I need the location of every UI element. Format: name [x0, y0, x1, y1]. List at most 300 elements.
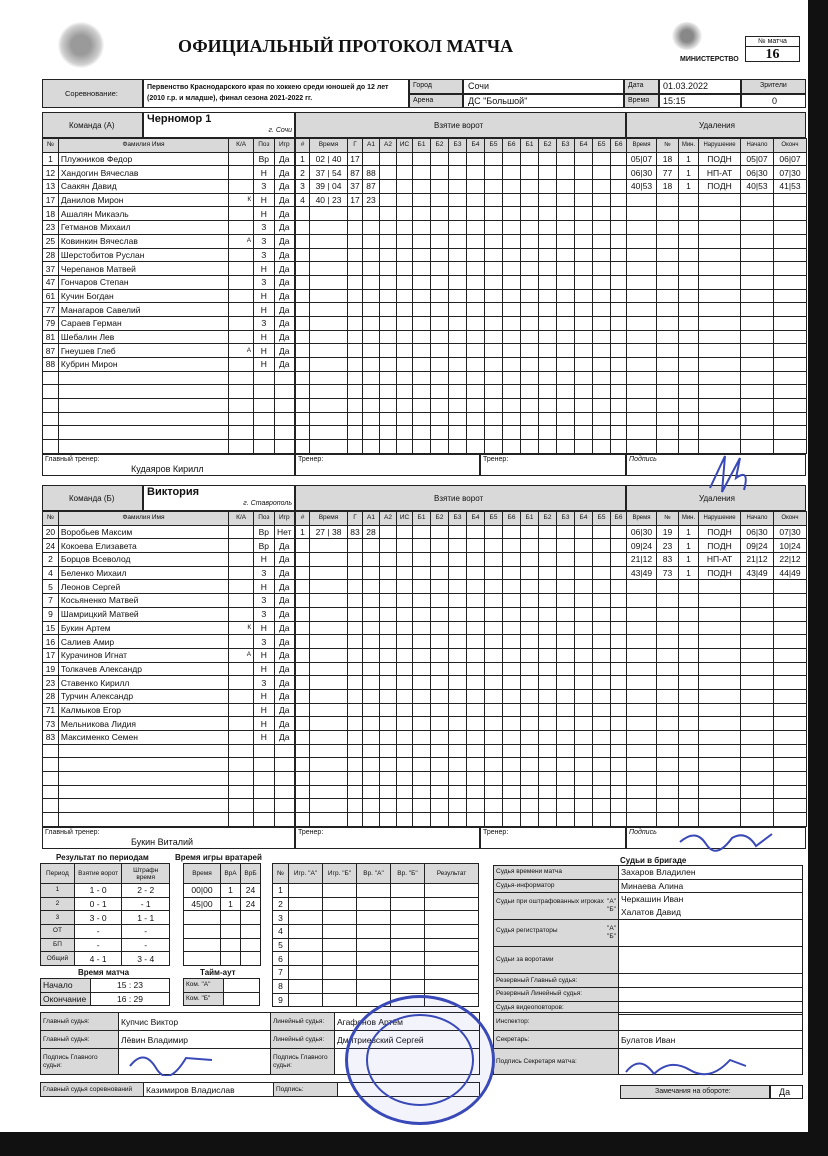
pen-time: 05|07 [627, 152, 657, 166]
goal-row [296, 621, 627, 635]
player-cell: 16 [43, 635, 59, 649]
player-cell-empty [254, 772, 274, 786]
player-row [43, 566, 295, 580]
player-cell: Шамрицкий Матвей [58, 607, 228, 621]
player-row [43, 330, 295, 344]
player-cell: Да [274, 539, 294, 553]
penalty-row [627, 758, 807, 772]
penalty-row [627, 275, 807, 289]
player-cell: Да [274, 731, 294, 745]
pen-violation: ПОДН [699, 566, 741, 580]
coach-a-signature [700, 448, 760, 498]
player-cell: Да [274, 152, 294, 166]
chief-sign-label: Подпись: [274, 1083, 338, 1097]
penalty-row [627, 344, 807, 358]
period-cell: 1 [41, 884, 75, 898]
player-cell: 17 [43, 193, 59, 207]
player-cell [229, 566, 254, 580]
player-cell [229, 717, 254, 731]
player-cell: 88 [43, 358, 59, 372]
player-cell: З [254, 275, 274, 289]
player-cell: Максименко Семен [58, 731, 228, 745]
timeout-title: Тайм-аут [200, 968, 236, 977]
penalty-row [627, 621, 807, 635]
goal-col-header: Б1 [413, 139, 431, 153]
penalty-row [627, 289, 807, 303]
secretary-name: Булатов Иван [619, 1031, 803, 1049]
player-cell: Черепанов Матвей [58, 262, 228, 276]
player-cell: Н [254, 662, 274, 676]
goal-assist-1: 23 [363, 193, 380, 207]
team-a-penalties-header: Удаления [699, 121, 735, 130]
pen-col-header: Нарушение [699, 512, 741, 526]
player-cell-empty [254, 426, 274, 440]
player-row [43, 799, 295, 813]
period-cell: - 1 [122, 897, 170, 911]
player-cell: 28 [43, 689, 59, 703]
player-cell: З [254, 594, 274, 608]
player-row [43, 275, 295, 289]
player-cell: Да [274, 275, 294, 289]
timekeeper-label: Судья времени матча [494, 866, 619, 880]
pen-player: 19 [657, 525, 679, 539]
player-row [43, 621, 295, 635]
goalie-row [184, 884, 261, 898]
player-cell: А [229, 648, 254, 662]
player-cell: Да [274, 193, 294, 207]
penalty-row [627, 717, 807, 731]
main-sign-2-label: Подпись Главного судьи: [271, 1049, 335, 1075]
shootout-num: 4 [273, 925, 289, 939]
player-cell-empty [43, 813, 59, 827]
goal-assist-2 [380, 180, 397, 194]
player-cell: Да [274, 289, 294, 303]
remarks-value: Да [779, 1087, 791, 1097]
player-cell-empty [58, 440, 228, 454]
player-cell: Гетманов Михаил [58, 221, 228, 235]
player-col-header: Поз [254, 512, 274, 526]
informer-name: Минаева Алина [619, 879, 803, 893]
player-row [43, 717, 295, 731]
player-row [43, 785, 295, 799]
goal-col-header: Б4 [467, 139, 485, 153]
goalie-time: 00|00 [184, 884, 221, 898]
pen-player: 18 [657, 180, 679, 194]
player-cell [229, 689, 254, 703]
penalty-judge-b: Халатов Давид [621, 907, 682, 918]
player-cell [229, 553, 254, 567]
player-cell: Да [274, 594, 294, 608]
pen-col-header: № [657, 139, 679, 153]
main-sign-label: Подпись Главного судьи: [41, 1049, 119, 1075]
main-referee-1: Купчис Виктор [119, 1013, 271, 1031]
player-row [43, 385, 295, 399]
date-label: Дата [628, 82, 644, 89]
pen-player: 23 [657, 539, 679, 553]
scan-edge-bottom [0, 1132, 828, 1156]
player-cell-empty [58, 799, 228, 813]
goal-col-header: # [296, 512, 310, 526]
goal-row [296, 539, 627, 553]
shootout-col-header: Результат [425, 864, 479, 884]
player-cell-empty [274, 813, 294, 827]
remarks-box [620, 1085, 770, 1099]
line-referee-1: Агафонов Артём [335, 1013, 480, 1031]
team-b-name: Виктория [147, 486, 200, 498]
player-cell: Н [254, 689, 274, 703]
player-cell: Да [274, 344, 294, 358]
pen-col-header: Оконч [774, 139, 807, 153]
pen-col-header: Мин. [679, 512, 699, 526]
match-number-box [745, 36, 800, 62]
player-cell: Манагаров Савелий [58, 303, 228, 317]
player-cell-empty [229, 772, 254, 786]
player-row [43, 676, 295, 690]
period-col-header: Штрафн время [122, 864, 170, 884]
player-row [43, 344, 295, 358]
team-a-trainer-label: Тренер: [298, 456, 324, 464]
player-cell: 18 [43, 207, 59, 221]
goal-col-header: Б6 [503, 512, 521, 526]
goal-row [296, 180, 627, 194]
pen-violation: НП-АТ [699, 166, 741, 180]
goal-col-header: Б2 [539, 139, 557, 153]
goal-time: 02 | 40 [310, 152, 348, 166]
goal-col-header: Б4 [575, 512, 593, 526]
team-a-name: Черномор 1 [147, 113, 212, 125]
goal-col-header: Б6 [611, 512, 627, 526]
player-cell-empty [274, 371, 294, 385]
goal-row [296, 358, 627, 372]
goal-row [296, 385, 627, 399]
penalty-row [627, 412, 807, 426]
goal-row [296, 207, 627, 221]
player-row [43, 772, 295, 786]
pen-minutes: 1 [679, 553, 699, 567]
line-referee-2-label: Линейный судья: [271, 1031, 335, 1049]
pen-time: 43|49 [627, 566, 657, 580]
penalty-row [627, 772, 807, 786]
player-cell [229, 248, 254, 262]
player-cell [229, 330, 254, 344]
penalty-row [627, 385, 807, 399]
match-number: 16 [765, 47, 780, 62]
player-row [43, 539, 295, 553]
shootout-table [272, 863, 479, 1007]
time-label: Время [628, 97, 650, 104]
player-cell: Да [274, 566, 294, 580]
ministry-logo [672, 22, 702, 50]
goal-row [296, 553, 627, 567]
player-cell: К [229, 193, 254, 207]
player-cell: Да [274, 330, 294, 344]
player-cell-empty [274, 412, 294, 426]
player-cell: З [254, 607, 274, 621]
player-cell-empty [43, 440, 59, 454]
competition-label: Соревнование: [65, 89, 118, 98]
shootout-num: 9 [273, 993, 289, 1007]
goal-col-header: Б5 [593, 139, 611, 153]
goal-row [296, 772, 627, 786]
player-cell: Да [274, 717, 294, 731]
period-cell: - [122, 938, 170, 952]
goal-col-header: А2 [380, 139, 397, 153]
player-cell: Н [254, 193, 274, 207]
team-a-goals-header: Взятие ворот [434, 121, 484, 130]
goal-col-header: Время [310, 139, 348, 153]
goal-row [296, 662, 627, 676]
pen-time: 09|24 [627, 539, 657, 553]
player-row [43, 234, 295, 248]
penalty-row [627, 607, 807, 621]
player-cell [229, 662, 254, 676]
goal-col-header: Б4 [467, 512, 485, 526]
player-cell-empty [229, 412, 254, 426]
goalie-b: 24 [241, 897, 261, 911]
player-cell: Воробьев Максим [58, 525, 228, 539]
penalty-row [627, 234, 807, 248]
goal-row [296, 580, 627, 594]
player-cell: 81 [43, 330, 59, 344]
penalty-row [627, 358, 807, 372]
player-cell-empty [229, 758, 254, 772]
player-cell: Н [254, 580, 274, 594]
pen-violation: ПОДН [699, 152, 741, 166]
match-number-label: № матча [746, 37, 799, 47]
penalty-row [627, 426, 807, 440]
period-row [41, 952, 170, 966]
player-cell: 15 [43, 621, 59, 635]
penalty-row [627, 566, 807, 580]
player-cell-empty [254, 399, 274, 413]
end-label: Окончание [41, 992, 91, 1006]
penalty-judges-label: Судьи при оштрафованных игроках "А" "Б" [494, 893, 619, 920]
goal-col-header: Б1 [413, 512, 431, 526]
player-cell: Да [274, 221, 294, 235]
player-cell-empty [274, 758, 294, 772]
goal-row [296, 262, 627, 276]
player-row [43, 221, 295, 235]
shootout-col-header: Игр. "Б" [323, 864, 357, 884]
pen-col-header: Время [627, 139, 657, 153]
penalty-row [627, 648, 807, 662]
team-b-trainer-label: Тренер: [298, 829, 324, 837]
player-cell-empty [229, 785, 254, 799]
player-cell-empty [274, 426, 294, 440]
player-cell [229, 676, 254, 690]
player-cell-empty [58, 785, 228, 799]
informer-label: Судья-информатор [494, 879, 619, 893]
goal-assist-1: 88 [363, 166, 380, 180]
goalie-time-title: Время игры вратарей [175, 853, 262, 862]
player-cell [229, 580, 254, 594]
player-cell-empty [43, 744, 59, 758]
goal-row [296, 676, 627, 690]
goal-assist-2 [380, 525, 397, 539]
arena-label: Арена [413, 97, 434, 104]
timeout-table [183, 978, 260, 1006]
goal-time: 39 | 04 [310, 180, 348, 194]
player-cell-empty [43, 399, 59, 413]
main-referee-2-label: Главный судья: [41, 1031, 119, 1049]
team-a-players-table [42, 138, 295, 454]
player-cell-empty [254, 813, 274, 827]
period-col-header: Период [41, 864, 75, 884]
player-row [43, 813, 295, 827]
team-a-penalties-table [626, 138, 807, 454]
player-row [43, 662, 295, 676]
period-cell: 2 - 2 [122, 884, 170, 898]
player-cell-empty [58, 772, 228, 786]
player-cell [229, 703, 254, 717]
goalie-time-table [183, 863, 261, 966]
player-cell: Саакян Давид [58, 180, 228, 194]
pen-start: 05|07 [741, 152, 774, 166]
penalty-row [627, 221, 807, 235]
pen-start: 40|53 [741, 180, 774, 194]
player-cell: Н [254, 731, 274, 745]
team-a-trainer2-label: Тренер: [483, 456, 509, 464]
goal-num: 4 [296, 193, 310, 207]
competition-name: Первенство Краснодарского края по хоккею среди юношей до 12 лет (2010 г.р. и младше), финал сезона 2021-2022 гг. [147, 84, 389, 102]
player-row [43, 594, 295, 608]
team-b-sign-label: Подпись [629, 829, 657, 837]
period-cell: 4 - 1 [74, 952, 122, 966]
goal-col-header: А1 [363, 512, 380, 526]
team-b-coach: Букин Виталий [131, 837, 194, 848]
goalie-row [184, 925, 261, 939]
player-cell: З [254, 248, 274, 262]
goal-col-header: Г [348, 139, 363, 153]
goal-col-header: Б3 [449, 512, 467, 526]
pen-violation: ПОДН [699, 525, 741, 539]
player-cell: Да [274, 703, 294, 717]
penalty-row [627, 580, 807, 594]
player-row [43, 525, 295, 539]
player-cell-empty [43, 758, 59, 772]
player-cell-empty [274, 785, 294, 799]
player-cell: Да [274, 553, 294, 567]
goalie-b: 24 [241, 884, 261, 898]
end-time: 16 : 29 [91, 992, 170, 1006]
shootout-num: 6 [273, 952, 289, 966]
penalty-row [627, 399, 807, 413]
player-row [43, 553, 295, 567]
pen-end: 07|30 [774, 525, 807, 539]
penalty-judge-a: Черкашин Иван [621, 894, 684, 905]
period-cell: - [74, 938, 122, 952]
pen-col-header: Оконч [774, 512, 807, 526]
goal-col-header: # [296, 139, 310, 153]
player-cell-empty [58, 426, 228, 440]
goal-row [296, 221, 627, 235]
penalty-row [627, 731, 807, 745]
player-cell-empty [58, 371, 228, 385]
penalty-row [627, 689, 807, 703]
shootout-num: 5 [273, 938, 289, 952]
timeout-a-label: Ком. "А" [184, 979, 224, 993]
player-cell: Хандогин Вячеслав [58, 166, 228, 180]
date-value: 01.03.2022 [663, 81, 709, 91]
goal-col-header: ИС [397, 139, 413, 153]
player-cell: Н [254, 703, 274, 717]
player-cell-empty [274, 744, 294, 758]
video-judge-label: Судья видеоповторов: [494, 1001, 619, 1015]
player-cell: Ковинкин Вячеслав [58, 234, 228, 248]
match-time-title: Время матча [78, 968, 130, 977]
team-b-goals-header: Взятие ворот [434, 494, 484, 503]
team-a-sign-label: Подпись [629, 456, 657, 464]
player-cell [229, 635, 254, 649]
goal-col-header: Б4 [575, 139, 593, 153]
player-cell: Н [254, 648, 274, 662]
remarks-value-box [770, 1085, 803, 1099]
officials-table [493, 865, 803, 1015]
player-cell [229, 221, 254, 235]
goal-assist-1: 87 [363, 180, 380, 194]
pen-col-header: № [657, 512, 679, 526]
player-cell [229, 539, 254, 553]
player-cell: Н [254, 330, 274, 344]
player-cell-empty [274, 385, 294, 399]
player-row [43, 412, 295, 426]
player-row [43, 635, 295, 649]
player-cell: 20 [43, 525, 59, 539]
official-stamp [345, 995, 495, 1125]
player-cell: 19 [43, 662, 59, 676]
period-cell: 2 [41, 897, 75, 911]
player-cell-empty [43, 426, 59, 440]
player-cell: З [254, 566, 274, 580]
player-cell: Салиев Амир [58, 635, 228, 649]
goal-row [296, 399, 627, 413]
player-cell: Турчин Александр [58, 689, 228, 703]
player-cell: Да [274, 635, 294, 649]
player-cell: Кубрин Мирон [58, 358, 228, 372]
player-cell: 73 [43, 717, 59, 731]
player-cell [229, 207, 254, 221]
goal-col-header: Б3 [449, 139, 467, 153]
goal-row [296, 635, 627, 649]
goal-scorer: 37 [348, 180, 363, 194]
player-row [43, 580, 295, 594]
goalie-col-header: ВрА [221, 864, 241, 884]
penalty-row [627, 635, 807, 649]
player-cell [229, 289, 254, 303]
period-cell: ОТ [41, 925, 75, 939]
team-b-coach-label: Главный тренер: [45, 829, 100, 837]
player-cell [229, 166, 254, 180]
player-cell-empty [254, 799, 274, 813]
penalty-row [627, 180, 807, 194]
goal-row [296, 234, 627, 248]
player-cell [229, 594, 254, 608]
team-b-label: Команда (Б) [69, 494, 115, 503]
shootout-row [273, 979, 479, 993]
goal-col-header: Б2 [539, 512, 557, 526]
goal-num: 3 [296, 180, 310, 194]
player-row [43, 703, 295, 717]
player-row [43, 358, 295, 372]
player-cell: Н [254, 358, 274, 372]
team-a-city: г. Сочи [268, 127, 292, 134]
pen-violation: ПОДН [699, 180, 741, 194]
player-cell: Гончаров Степан [58, 275, 228, 289]
player-cell: Беленко Михаил [58, 566, 228, 580]
player-cell: Данилов Мирон [58, 193, 228, 207]
pen-col-header: Мин. [679, 139, 699, 153]
pen-start: 09|24 [741, 539, 774, 553]
